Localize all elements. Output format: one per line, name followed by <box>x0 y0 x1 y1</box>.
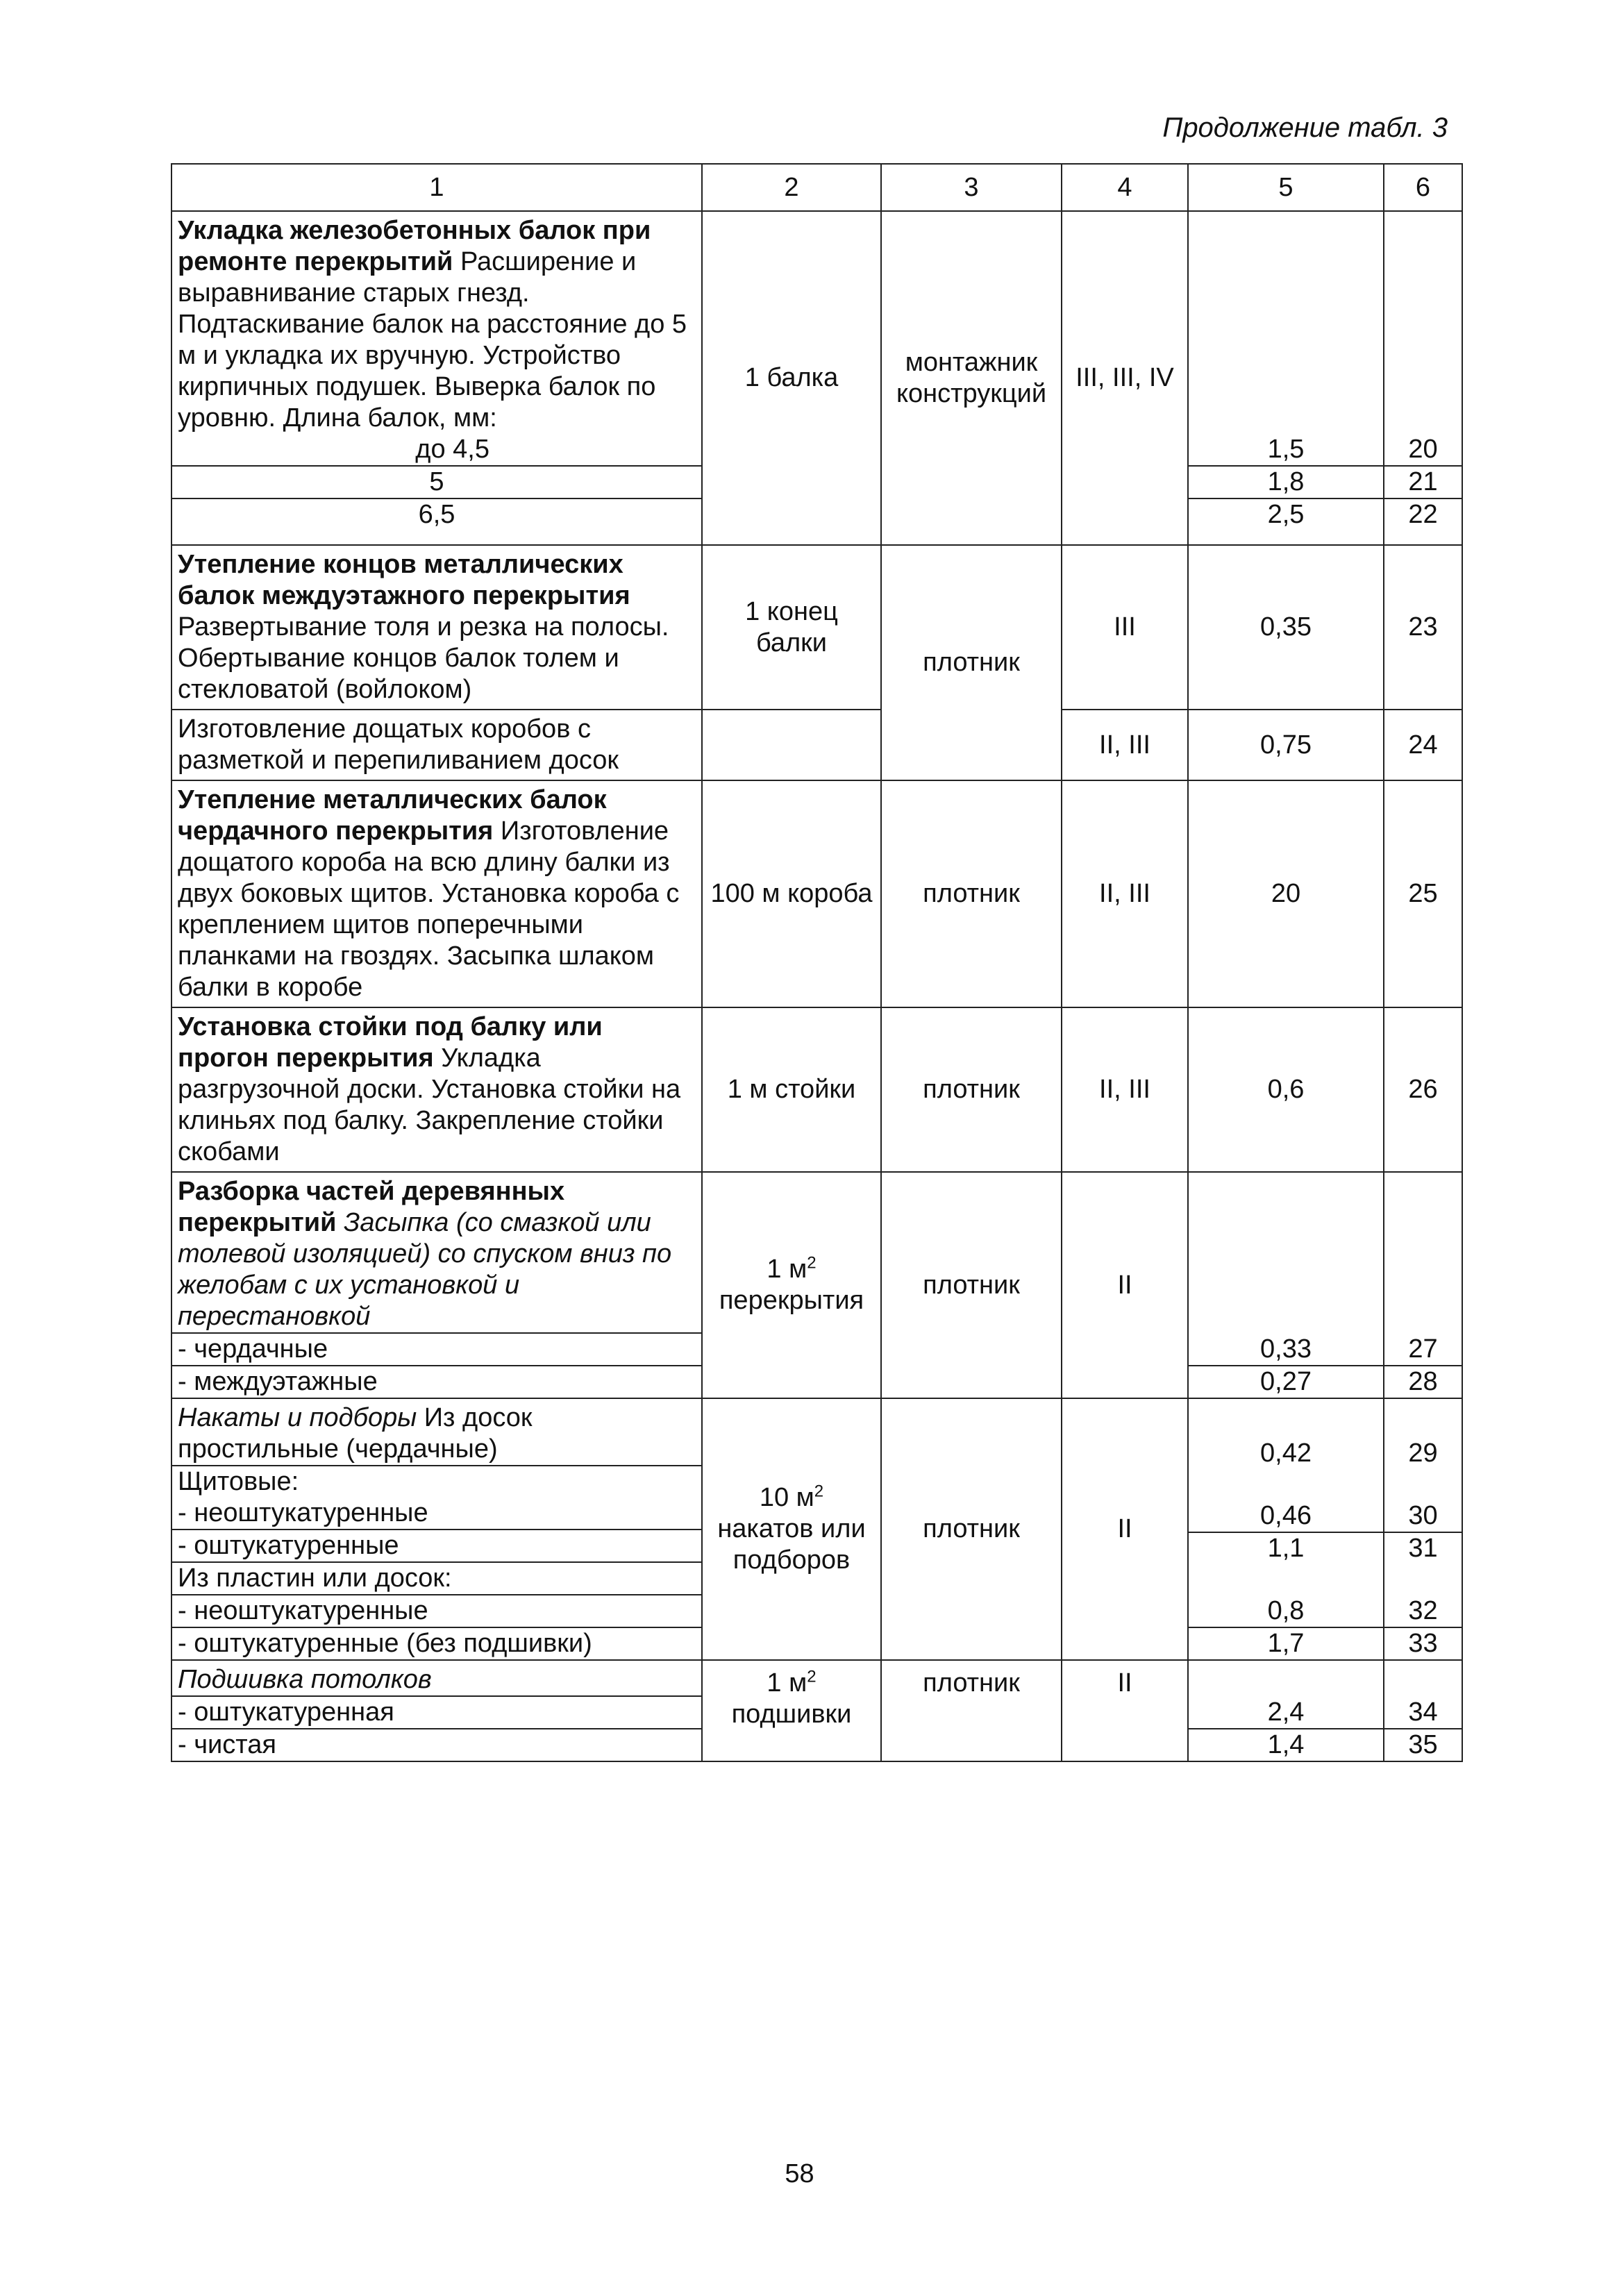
norm-value: 1,1 <box>1189 1532 1383 1564</box>
worker-cell: плотник <box>881 1660 1062 1761</box>
grade-cell: II <box>1062 1660 1188 1761</box>
sub-item-label: - неоштукатуренные <box>172 1594 701 1627</box>
item-number: 34 <box>1408 1698 1438 1727</box>
norm-value: 0,42 <box>1260 1439 1312 1468</box>
header-row <box>171 164 1462 211</box>
worker-cell: монтажник конструкций <box>881 211 1062 545</box>
col-header-5: 5 <box>1188 164 1384 211</box>
item-number: 31 <box>1384 1532 1462 1564</box>
work-text: Изготовление дощатого короба на всю длину балки из двух боковых щитов. Установка короба с креплением щитов поперечными планками на гвоздях. Засыпка шлаком балки в коробе <box>178 816 680 1002</box>
col-header-4: 4 <box>1062 164 1188 211</box>
norm-value: 2,5 <box>1189 498 1383 544</box>
item-number: 32 <box>1408 1596 1438 1625</box>
grade-cell: II, III <box>1062 780 1188 1007</box>
unit-prefix: 10 м <box>759 1483 814 1512</box>
norm-cell <box>1188 1660 1384 1761</box>
work-text: Укладка разгрузочной доски. Установка стойки на клиньях под балку. Закрепление стойки скобами <box>178 1044 681 1166</box>
norm-value: 0,8 <box>1267 1596 1305 1625</box>
unit-cell <box>702 710 881 780</box>
col-header-3: 3 <box>881 164 1062 211</box>
norm-cell <box>1188 1398 1384 1660</box>
norm-value <box>1189 1469 1383 1500</box>
work-description <box>171 1660 702 1761</box>
unit-cell: 1 балка <box>702 211 881 545</box>
norm-value: 0,6 <box>1188 1007 1384 1172</box>
unit-superscript: 2 <box>807 1253 817 1273</box>
norm-value: 2,4 <box>1267 1698 1305 1727</box>
work-description <box>171 545 702 710</box>
grade-cell: III, III, IV <box>1062 211 1188 545</box>
table-row <box>171 1007 1462 1172</box>
col-header-1: 1 <box>171 164 702 211</box>
item-number: 35 <box>1384 1728 1462 1761</box>
grade-cell: II, III <box>1062 710 1188 780</box>
work-title: Разборка частей деревянных перекрытий <box>178 1177 565 1237</box>
number-cell <box>1384 1398 1462 1660</box>
sub-item-label: - неоштукатуренные <box>178 1498 428 1527</box>
col-header-2: 2 <box>702 164 881 211</box>
sub-item-label: - чистая <box>172 1728 701 1761</box>
sub-item-label: - оштукатуренные (без подшивки) <box>172 1627 701 1659</box>
table-row <box>171 1172 1462 1398</box>
unit-prefix: 1 м <box>767 1668 807 1698</box>
worker-cell: плотник <box>881 780 1062 1007</box>
norm-cell <box>1188 1172 1384 1398</box>
worker-cell: плотник <box>881 1172 1062 1398</box>
sub-item-label: - оштукатуренная <box>172 1695 701 1728</box>
sub-item-label: - чердачные <box>172 1332 701 1365</box>
item-number <box>1384 1564 1462 1595</box>
number-cell <box>1384 1660 1462 1761</box>
item-number: 21 <box>1384 465 1462 498</box>
table-caption: Продолжение табл. 3 <box>1162 112 1448 143</box>
unit-cell <box>702 1172 881 1398</box>
grade-cell: III <box>1062 545 1188 710</box>
unit-prefix: 1 м <box>767 1255 807 1284</box>
work-title: Установка стойки под балку или прогон перекрытия <box>178 1012 603 1073</box>
work-description <box>171 211 702 545</box>
table-row <box>171 1398 1462 1660</box>
unit-superscript: 2 <box>814 1482 824 1501</box>
col-header-6: 6 <box>1384 164 1462 211</box>
item-number: 20 <box>1408 435 1438 464</box>
item-number: 28 <box>1384 1365 1462 1398</box>
number-cell <box>1384 1172 1462 1398</box>
length-label: Длина балок, мм: <box>283 403 497 433</box>
norms-table <box>171 163 1463 1762</box>
table-row <box>171 545 1462 710</box>
number-cell <box>1384 211 1462 545</box>
work-text: Развертывание толя и резка на полосы. Обертывание концов балок толем и стекловатой (войлоком) <box>178 612 669 704</box>
sub-item-label: 5 <box>172 465 701 498</box>
table-row <box>171 1660 1462 1761</box>
table-row <box>171 211 1462 545</box>
item-number: 33 <box>1384 1627 1462 1659</box>
unit-cell: 100 м короба <box>702 780 881 1007</box>
grade-cell: II <box>1062 1398 1188 1660</box>
table-row <box>171 780 1462 1007</box>
norm-value: 0,27 <box>1189 1365 1383 1398</box>
work-title: Утепление концов металлических балок междуэтажного перекрытия <box>178 550 630 610</box>
sub-item-label: Из досок простильные (чердачные) <box>178 1403 533 1464</box>
work-description <box>171 1398 702 1660</box>
worker-cell: плотник <box>881 1398 1062 1660</box>
norm-value: 20 <box>1188 780 1384 1007</box>
unit-cell <box>702 1398 881 1660</box>
norm-value: 1,5 <box>1267 435 1305 464</box>
unit-superscript: 2 <box>807 1667 817 1686</box>
item-number: 26 <box>1384 1007 1462 1172</box>
work-title: Накаты и подборы <box>178 1403 417 1432</box>
grade-cell: II <box>1062 1172 1188 1398</box>
work-description <box>171 1172 702 1398</box>
unit-cell <box>702 1660 881 1761</box>
sub-item-label: - оштукатуренные <box>172 1529 701 1561</box>
norm-value: 0,46 <box>1260 1501 1312 1530</box>
work-title: Укладка железобетонных балок при ремонте перекрытий <box>178 216 651 276</box>
table-row <box>171 710 1462 780</box>
work-text: Засыпка (со смазкой или толевой изоляцией) со спуском вниз по желобам с их установкой и перестановкой <box>178 1208 672 1331</box>
item-number <box>1384 1469 1462 1500</box>
sub-item-label: Из пластин или досок: <box>172 1561 701 1594</box>
norm-value: 1,7 <box>1189 1627 1383 1659</box>
unit-cell: 1 м стойки <box>702 1007 881 1172</box>
unit-suffix: накатов или подборов <box>717 1514 866 1575</box>
norm-value <box>1189 1564 1383 1595</box>
work-description <box>171 1007 702 1172</box>
item-number: 30 <box>1408 1501 1438 1530</box>
sub-item-label: 6,5 <box>172 498 701 544</box>
sub-item-label: - междуэтажные <box>172 1365 701 1398</box>
item-number: 24 <box>1384 710 1462 780</box>
grade-cell: II, III <box>1062 1007 1188 1172</box>
item-number: 22 <box>1384 498 1462 544</box>
unit-cell: 1 конец балки <box>702 545 881 710</box>
worker-cell: плотник <box>881 545 1062 780</box>
work-title: Утепление металлических балок чердачного перекрытия <box>178 785 607 846</box>
worker-cell: плотник <box>881 1007 1062 1172</box>
item-number: 29 <box>1408 1439 1438 1468</box>
work-title: Подшивка потолков <box>178 1665 432 1694</box>
norm-value: 1,4 <box>1189 1728 1383 1761</box>
sub-item-label: до 4,5 <box>415 435 489 464</box>
norm-value: 0,33 <box>1260 1334 1312 1364</box>
unit-suffix: перекрытия <box>719 1286 864 1315</box>
work-text: Изготовление дощатых коробов с разметкой и перепиливанием досок <box>171 710 702 780</box>
item-number: 23 <box>1384 545 1462 710</box>
norm-value: 0,75 <box>1188 710 1384 780</box>
norm-value: 1,8 <box>1189 465 1383 498</box>
item-number: 27 <box>1408 1334 1438 1364</box>
unit-suffix: подшивки <box>731 1700 852 1729</box>
page-number: 58 <box>785 2159 814 2188</box>
work-description <box>171 780 702 1007</box>
work-text: Расширение и выравнивание старых гнезд. Подтаскивание балок на расстояние до 5 м и укладка их вручную. Устройство кирпичных подушек. Выверка балок по уровню. <box>178 247 687 433</box>
sub-item-label: Щитовые: <box>172 1465 701 1498</box>
norm-cell <box>1188 211 1384 545</box>
item-number: 25 <box>1384 780 1462 1007</box>
norm-value: 0,35 <box>1188 545 1384 710</box>
